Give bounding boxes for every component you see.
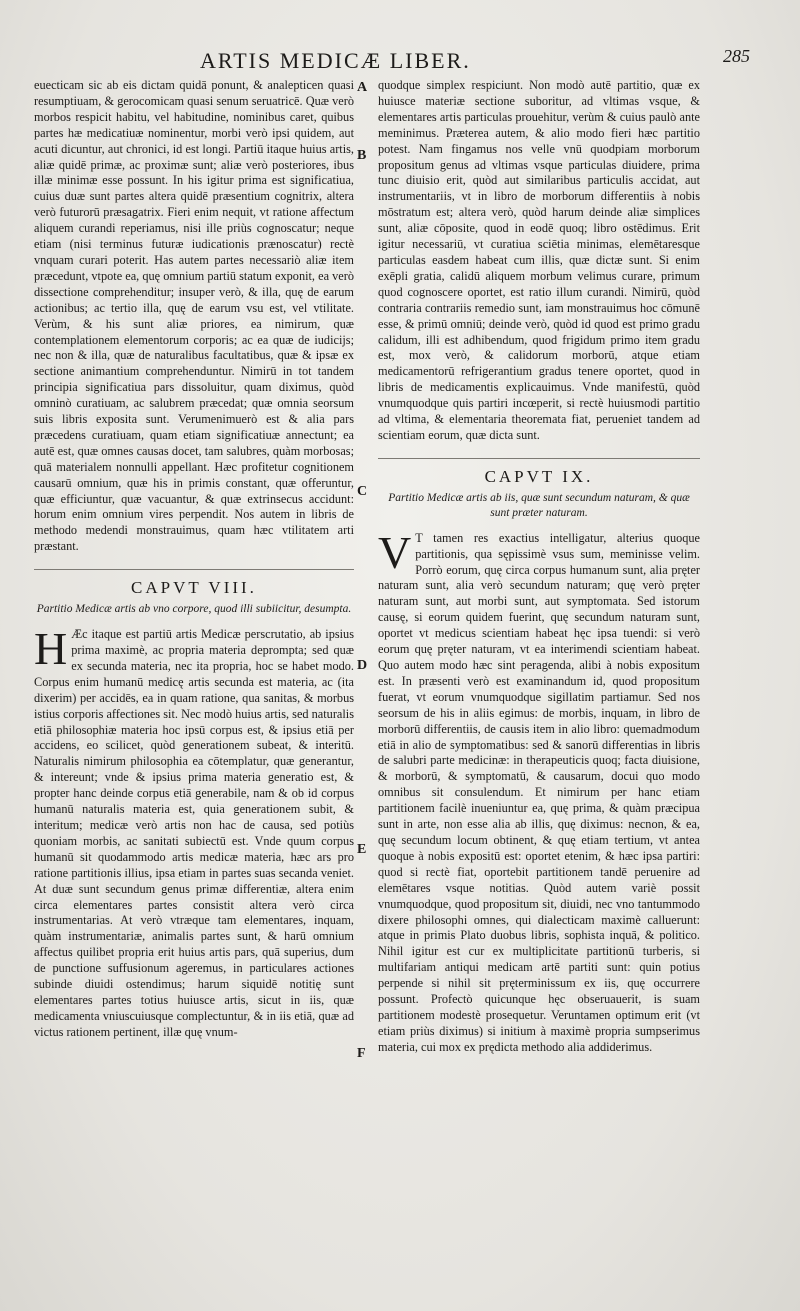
margin-letter-d: D [357, 658, 368, 673]
left-paragraph-1: euecticam sic ab eis dictam quidā ponunt, & analepticen quasi resumptiuam, & gerocomicam quasi senum seruatricē. Quæ verò morbos respicit habitu, vel habitudine, nominibus caret, quibus partes hæ medicatiuæ nominentur, morbi verò ipsi quidem, aut acuti dicuntur, aut chronici, id est longi. Partiū itaque huius artis, aliæ quidē primæ, ac proximæ sunt; aliæ verò posteriores, ibus illæ minimæ esse possunt. In his igitur prima est significatiua, cuius duæ sunt partes altera quidē præsentium cognitrix, altera verò futurorū præsagatrix. Fieri enim nequit, vt ratione affectum aliquem curandi reperiamus, nisi ille priùs cognoscatur; neque etiam (nisi terminus futuræ iudicationis prænoscatur) rectè vnquam curari poterit. Has autem partes necessariò aliæ item præcedunt, vtpote ea, quę omnium partiū statum exponit, ea verò dissectione comprehenditur; insuper verò, & illa, quę de earum actionibus; ac tertio illa, quę de earum vsu est, vel vtilitate. Verùm, & his sunt aliæ priores, ea nimirum, quæ contemplationem elementorum corporis; ac ea quæ de iudicijs; nec non & illa, quæ de naturalibus facultatibus, quæ & ipsæ ex sectione animantium comprehenduntur. Nimirū in tot tandem principia significatiua pars dissoluitur, quam diximus, quòd omninò curatiuam, ac salubrem præcedat; quæ omnia seorsum suis libris exposita sunt. Verumenimuerò est & alia pars præcedens curatiuam, quam etiam significatiuæ annectunt; ea autē est, quæ omnes causas docet, tam salubres, quàm morbosas; quā materialem nonnulli appellant. Hæc profitetur cognitionem causarū omnium, quæ his in primis constant, quæ offeruntur, quæ efficiuntur, quæ vacuantur, & quæ extrinsecus accidunt: horum enim omnium vires perpendit. Nos autem in libris de methodo medendi monstrauimus, quam hæc vtilitatem arti præstant. [34, 78, 354, 554]
left-column [34, 78, 354, 1041]
margin-letter-a: A [357, 80, 368, 95]
right-paragraph-2-block [378, 526, 700, 1056]
margin-letter-e: E [357, 842, 367, 857]
right-column [378, 78, 700, 1056]
chapter-9-subtitle: Partitio Medicæ artis ab iis, quæ sunt secundum naturam, & quæ sunt præter naturam. [388, 491, 690, 519]
page-header [40, 42, 760, 72]
dropcap-v: V [378, 526, 412, 578]
page-number: 285 [723, 46, 750, 66]
chapter-9-title: CAPVT IX. [378, 458, 700, 485]
margin-letter-b: B [357, 148, 367, 163]
margin-letter-f: F [357, 1046, 366, 1061]
right-paragraph-2: T tamen res exactius intelligatur, alterius quoque partitionis, qua sępissimè vsus sum, meminisse velim. Porrò eorum, quę circa corpus humanum sunt, alia pręter naturam sunt, alia verò secundum naturam; quę verò pręter naturam sunt, aut morbi sunt, aut symptomata. Sed istorum causę, si eorum quidem fuerint, quę secundum naturam sunt, oportet vt medicus scientiam habeat hęc ipsa tuendi: si verò eorum quę pręter naturam, vt ea interimendi scientiam habeat. Quo autem modo hæc sint peragenda, alibi à nobis expositum est. In præsenti verò est examinandum id, quod propositum fuerat, vt eorum vnumquodque sigillatim partiamur. Sed nos seorsum de his in aliis egimus: de morbis, inquam, in libro de morborū differentiis, de causis item in alio libro: quemadmodum etiā in alio de symptomatibus: sed & sanorū differentias in libris de salubri parte medicinæ: in therapeuticis quoq; facta diuisione, & morborū, & symptomatū, & causarum, docui quo modo omnibus sit consulendum. Et nimirum per hanc etiam partitionem facilè inueniuntur ea, quę prima, & quàm præcipua sunt in arte, non esse alia ab illis, quę diximus: necnon, & ea, quę secundum locum obtinent, & quę etiam tertium, vt antea quoque à nobis expositū est: oportet etenim, & hæc ipsa partiri: quod si rectè fiat, oportebit partitionem tandē peruenire ad elemētares vsque notitias. Quòd autem variè possit vnumquodque, quod propositum sit, diuidi, nec vno tantummodo dixere philosophi omnes, qui dialecticam maximè calluerunt: atque in primis Plato duobus libris, sophista inquā, & politico. Nihil igitur est cur ex multiplicitate partitionū turberis, si multifariam antiqui medicam artē partiti sunt: quin potius perpende si nihil sit pręterminissum ex iis, quę occurrere possunt. Profectò quicunque hęc obseruauerit, is suam partitionem modestè prosequetur. Veruntamen optimum erit (vt etiam priùs diximus) si initium à maximè propria sumpserimus materia, cui mox ex prędicta methodo alia addiderimus. [378, 530, 700, 1054]
running-title: ARTIS MEDICÆ LIBER. [200, 48, 471, 73]
chapter-8-subtitle: Partitio Medicæ artis ab vno corpore, quod illi subiicitur, desumpta. [36, 603, 352, 616]
left-paragraph-2-block [34, 623, 354, 1041]
dropcap-h: H [34, 623, 68, 675]
left-paragraph-2: Æc itaque est partiū artis Medicæ perscrutatio, ab ipsius prima maximè, ac propria materia deprompta; sed quæ ex secunda materia, nec ita propria, hoc se habet modo. Corpus enim humanū medicę artis secunda est materia, ac (ita dixerim) per accidēs, ea in quam ratione, qua sanitas, & morbus istius corporis affectiones sit. Nec modò huius artis, sed naturalis etiā philosophiæ materia hoc ipsū corpus est, & ipsius etiā per accidens, eo scilicet, quòd generationem subeat, & interitū. Naturalis nimirum philosophia ea cōtemplatur, quæ generantur, & intereunt; vnde & ipsius prima materia generatio est, & propter hanc deinde corpus etiā generabile, nam & ob id corpus humanū naturalis materia est, quia generationem subit, & interitum; medicæ verò artis non hac de causa, sed potiùs quoniam morbis, ac sanitati subiectū est. Vnde quum corpus humanū sit quodammodo artis medicæ materia, hæc ars pro ratione partitionis illius, ipsa etiam in partes suas secanda veniet. At duæ sunt secundum genus primæ differentiæ, altera enim circa elementares partes consistit altera verò circa instrumentarias. At verò vtræque tam elementares, inquam, quàm instrumentariæ, animalis partes sunt, & harū omnium affectus quilibet propria erit huius artis pars, quā superius, dum de punctione suffusionum ageremus, in particulares actiones subinde diuidi ostendimus; harum siquidē notitię sunt elementares partes totius huiusce artis, sicut in iis, quæ medicamenta vniuscuiusque complectuntur, & in iis etiā, quæ ad victus rationem pertinent, illæ quę vnum- [34, 627, 354, 1039]
chapter-8-title: CAPVT VIII. [34, 569, 354, 596]
right-paragraph-1: quodque simplex respiciunt. Non modò autē partitio, quæ ex huiusce materiæ sectione suboritur, ad vltimas vsque, & elementares artis particulas prouehitur, verùm & cuius paulò ante meminimus. Præterea autem, & alio modo fieri hæc partitio potest. Nam fingamus nos velle vnū quodpiam morborum propositum genus ad vltimas vsque particulas diuidere, prima tunc diuisio erit, quòd aut similaribus particulis accidat, aut instrumentariis, vt in libro de morborum differentiis à nobis mōstratum est; altera verò, quòd harum deinde aliæ simplices sunt, aliæ cōposite, quod in eodē quoq; libro ostēdimus. Erit igitur necessariū, vt curatiua sciētia minimas, elemētaresque particulas easdem habeat cum illis, quæ dictæ sunt. Si enim exēpli gratia, calidū aliquem morbum velimus curare, primum quod cognoscere oportet, est ratio illum curandi. Nimirū, quòd contraria contrariis remedio sunt, iam monstrauimus hoc cōmunē esse, & primū omniū; deinde verò, quòd id quod est primo gradu calidum, illi est adhibendum, quod frigidum primo item gradu est, mox verò, & calidorum morborū, atque etiam medicamentorū refrigerantium gradus tenere oportet, quod in libris de medicamentis explicauimus. Vnde manifestū, quòd vnumquodque quis partiri incœperit, si rectè huiusmodi partitio ad vltima, & elementaria theoremata fiat, perueniet tandem ad scientiam eorum, quæ dicta sunt. [378, 78, 700, 442]
margin-letter-c: C [357, 484, 368, 499]
